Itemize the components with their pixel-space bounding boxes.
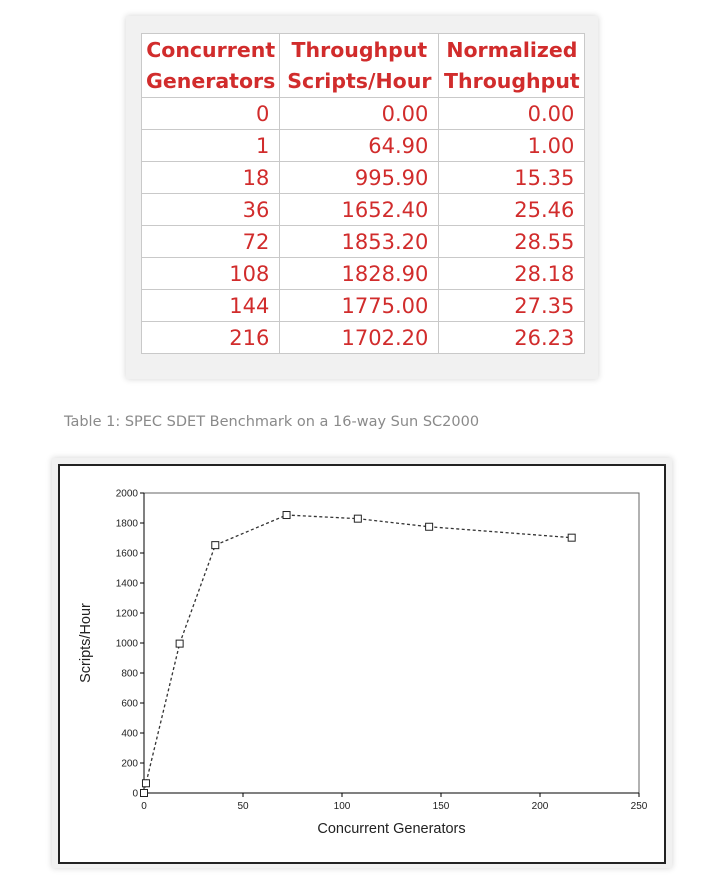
cell-generators: 216 [142,322,280,354]
cell-throughput: 1652.40 [280,194,439,226]
header-throughput-2: Throughput [439,66,585,98]
cell-generators: 18 [142,162,280,194]
cell-normalized: 27.35 [439,290,585,322]
x-tick-label: 100 [333,801,351,812]
header-concurrent: Concurrent [142,34,280,66]
table-row [142,322,585,354]
cell-throughput: 0.00 [280,98,439,130]
cell-generators: 36 [142,194,280,226]
series-line [144,515,572,793]
header-scripts-hour: Scripts/Hour [280,66,439,98]
cell-generators: 0 [142,98,280,130]
data-point-marker [142,780,149,787]
cell-normalized: 25.46 [439,194,585,226]
data-point-marker [176,640,183,647]
y-tick-label: 1000 [115,638,138,650]
cell-generators: 72 [142,226,280,258]
y-tick-label: 200 [121,758,138,770]
data-point-marker [141,790,148,797]
cell-throughput: 1828.90 [280,258,439,290]
benchmark-table [141,33,585,354]
table-header [142,34,585,98]
chart-card [52,458,672,868]
header-row-2 [142,66,585,98]
table-row [142,290,585,322]
cell-throughput: 1775.00 [280,290,439,322]
y-tick-label: 400 [121,728,138,740]
y-axis-title: Scripts/Hour [78,603,94,683]
y-tick-label: 0 [132,788,138,800]
table-caption: Table 1: SPEC SDET Benchmark on a 16-way Sun SC2000 [64,414,480,430]
header-row-1 [142,34,585,66]
line-chart [60,466,664,862]
cell-generators: 108 [142,258,280,290]
table-row [142,258,585,290]
cell-throughput: 1853.20 [280,226,439,258]
cell-normalized: 28.55 [439,226,585,258]
table-body [142,98,585,354]
header-normalized: Normalized [439,34,585,66]
cell-normalized: 26.23 [439,322,585,354]
x-tick-label: 0 [141,801,147,812]
cell-normalized: 15.35 [439,162,585,194]
table-card [126,16,598,379]
data-point-marker [212,542,219,549]
data-point-marker [426,523,433,530]
x-tick-label: 50 [237,801,249,812]
table-row [142,130,585,162]
plot-area-border [144,493,639,793]
data-point-marker [354,515,361,522]
header-generators: Generators [142,66,280,98]
table-row [142,194,585,226]
x-axis-title: Concurrent Generators [317,821,466,837]
x-tick-label: 150 [432,801,450,812]
y-tick-label: 1200 [115,608,138,620]
series-markers [141,512,576,797]
x-tick-label: 200 [531,801,549,812]
cell-normalized: 0.00 [439,98,585,130]
y-tick-label: 600 [121,698,138,710]
cell-normalized: 1.00 [439,130,585,162]
cell-generators: 1 [142,130,280,162]
table-row [142,98,585,130]
chart-frame [58,464,666,864]
y-tick-label: 1800 [115,518,138,530]
cell-normalized: 28.18 [439,258,585,290]
header-throughput: Throughput [280,34,439,66]
series-polyline [144,515,572,793]
y-tick-label: 2000 [115,488,138,500]
y-tick-label: 1400 [115,578,138,590]
table-row [142,226,585,258]
data-point-marker [568,534,575,541]
y-tick-label: 800 [121,668,138,680]
cell-throughput: 995.90 [280,162,439,194]
cell-throughput: 1702.20 [280,322,439,354]
x-tick-label: 250 [630,801,648,812]
data-point-marker [283,512,290,519]
cell-generators: 144 [142,290,280,322]
y-tick-label: 1600 [115,548,138,560]
table-row [142,162,585,194]
cell-throughput: 64.90 [280,130,439,162]
